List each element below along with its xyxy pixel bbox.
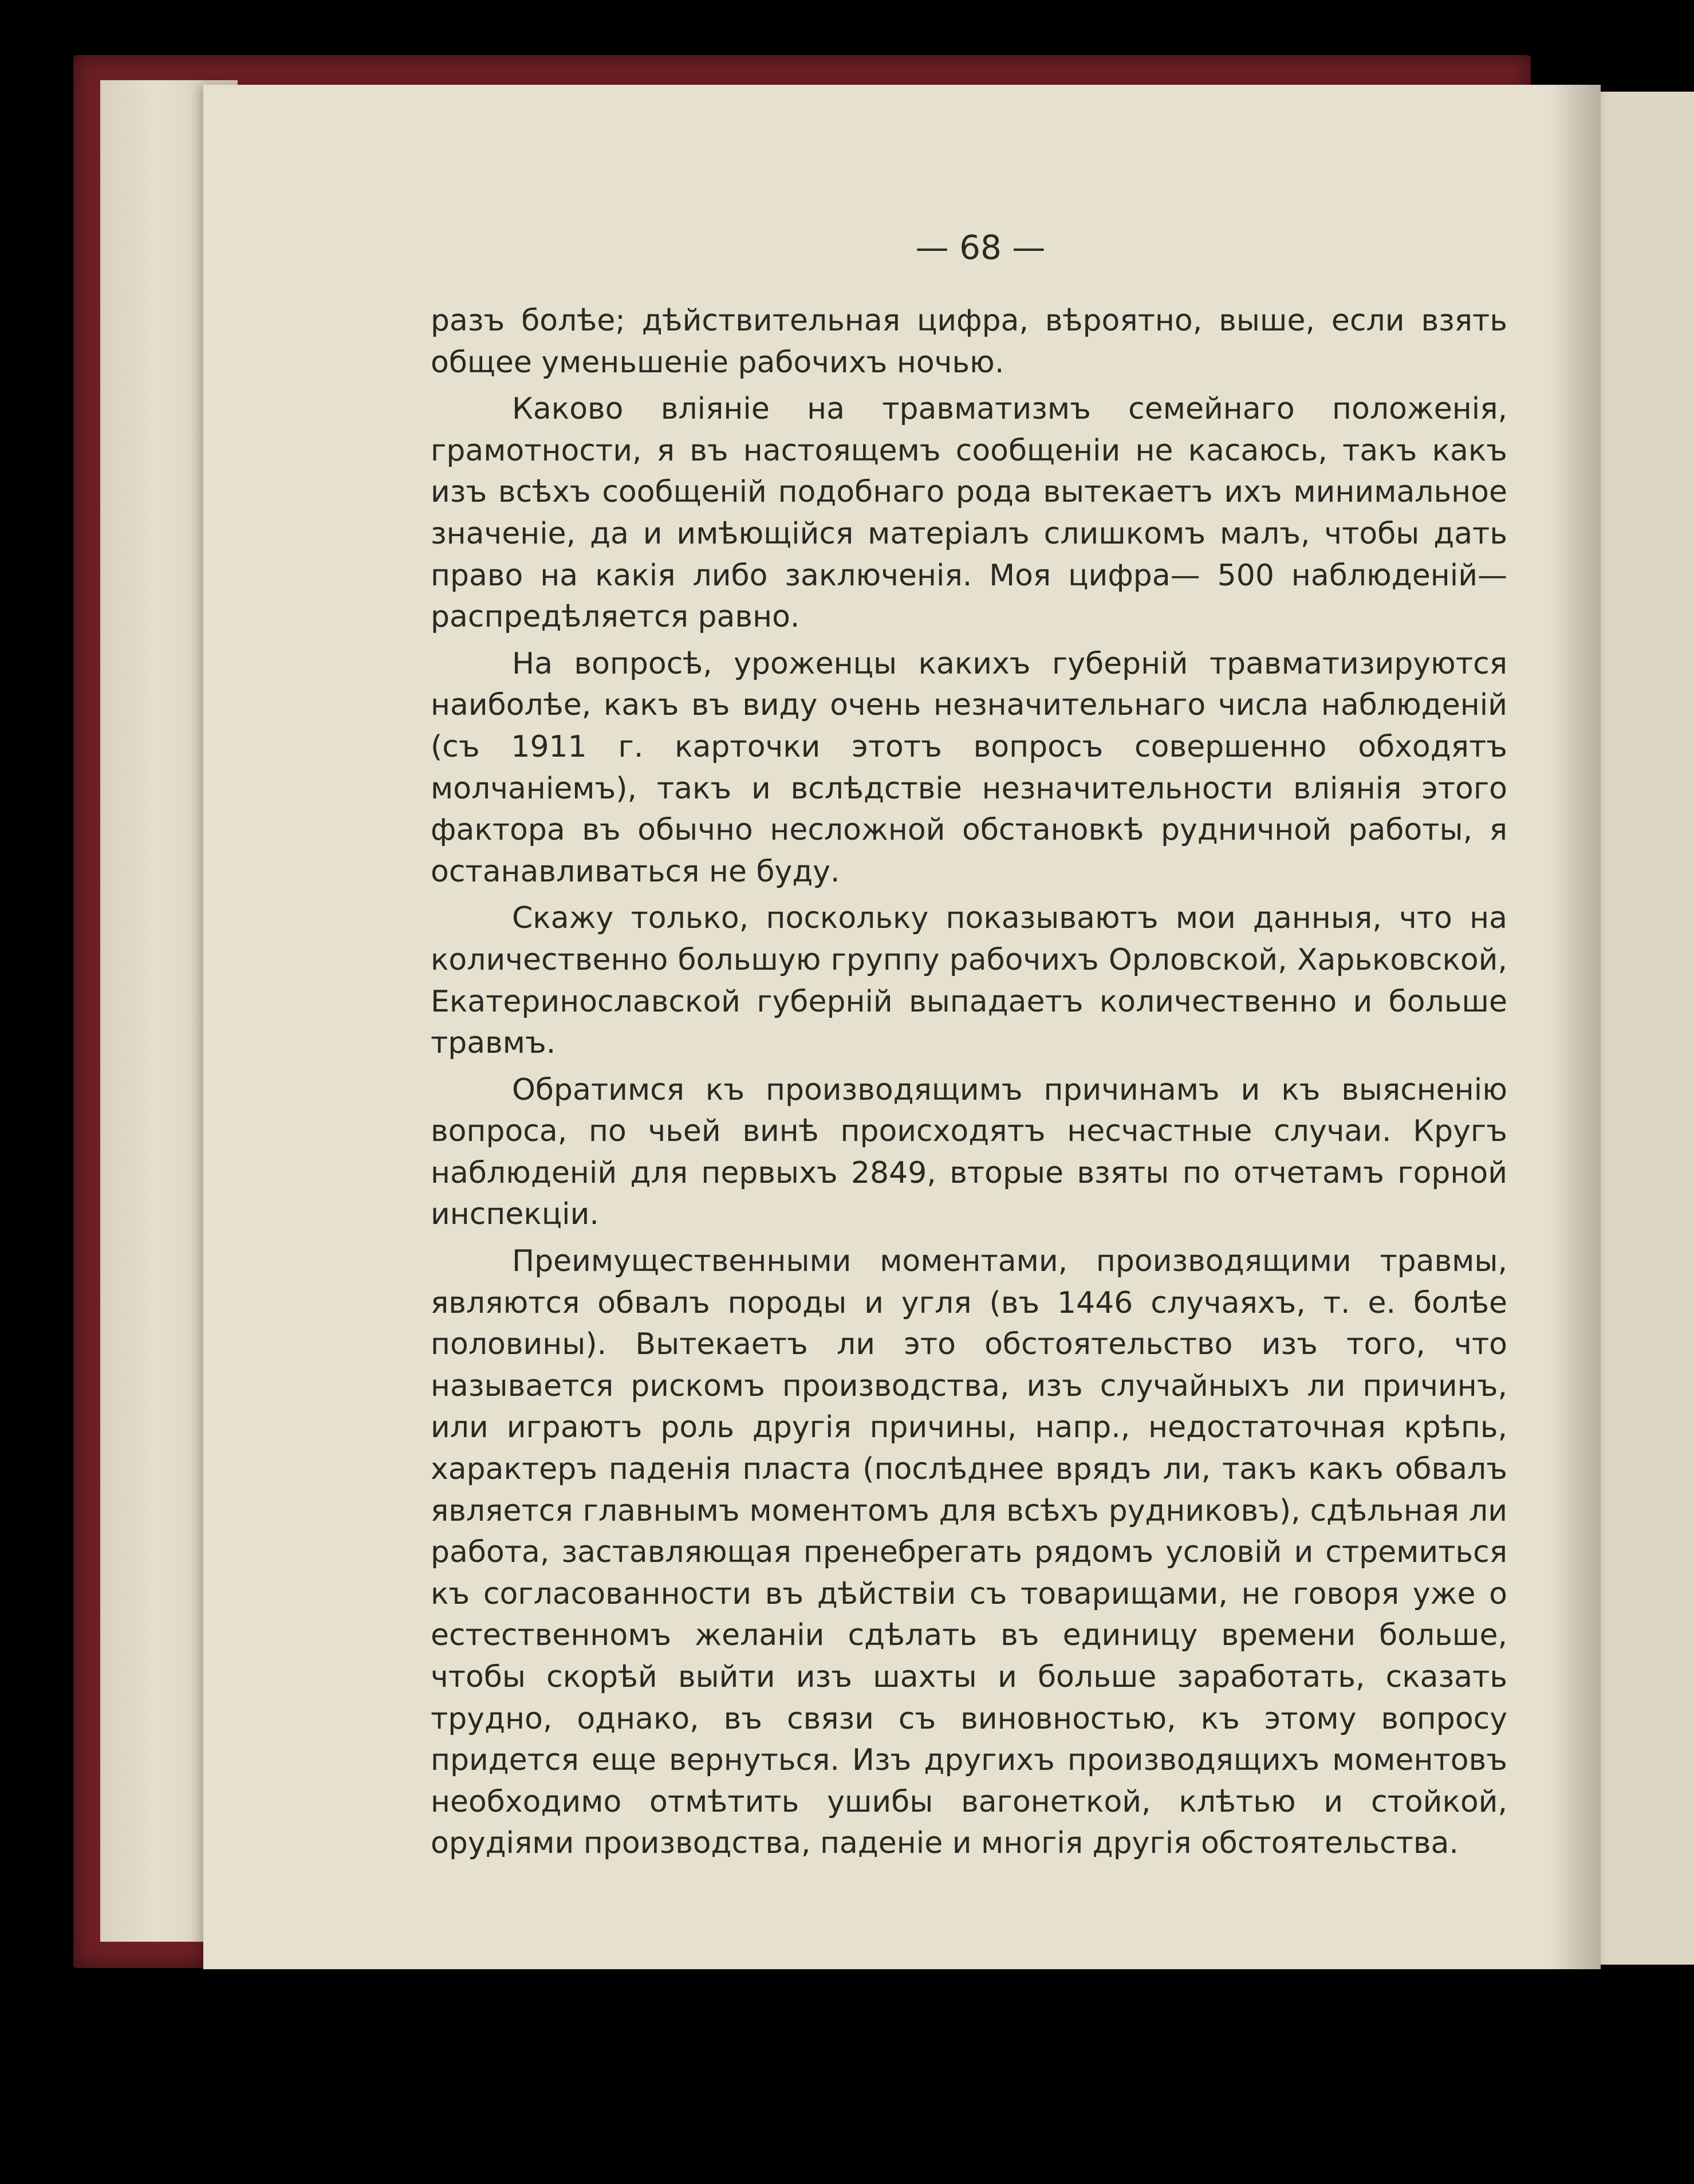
- paragraph-continuation: разъ болѣе; дѣйствительная цифра, вѣроятно, выше, если взять общее уменьшеніе рабочихъ ночью.: [431, 304, 1507, 380]
- paragraph-family-literacy: Каково вліяніе на травматизмъ семейнаго положенія, грамотности, я въ настоящемъ сообщеніи не касаюсь, такъ какъ изъ всѣхъ сообщеній подобнаго рода вытекаетъ ихъ минимальное значеніе, да и имѣющійся матеріалъ слишкомъ малъ, чтобы дать право на какія либо заключенія. Моя цифра— 500 наблюденій—распредѣляется равно.: [431, 392, 1507, 635]
- page-number: — 68 —: [915, 228, 1046, 267]
- paragraph-provinces: На вопросѣ, уроженцы какихъ губерній травматизируются наиболѣе, какъ въ виду очень незначительнаго числа наблюденій (съ 1911 г. карточки этотъ вопросъ совершенно обходятъ молчаніемъ), такъ и вслѣдствіе незначительности вліянія этого фактора въ обычно несложной обстановкѣ рудничной работы, я останавливаться не буду.: [431, 646, 1507, 889]
- body-text: [431, 300, 1507, 1870]
- paragraph-main-moments: Преимущественными моментами, производящими травмы, являются обвалъ породы и угля (въ 1446 случаяхъ, т. е. болѣе половины). Вытекаетъ ли это обстоятельство изъ того, что называется рискомъ производства, изъ случайныхъ ли причинъ, или играютъ роль другія причины, напр., недостаточная крѣпь, характеръ паденія пласта (послѣднее врядъ ли, такъ какъ обвалъ является главнымъ моментомъ для всѣхъ рудниковъ), сдѣльная ли работа, заставляющая пренебрегать рядомъ условій и стремиться къ согласованности въ дѣйствіи съ товарищами, не говоря уже о естественномъ желаніи сдѣлать въ единицу времени больше, чтобы скорѣй выйти изъ шахты и больше заработать, сказать трудно, однако, въ связи съ виновностью, къ этому вопросу придется еще вернуться. Изъ другихъ производящихъ моментовъ необходимо отмѣтить ушибы вагонеткой, клѣтью и стойкой, орудіями производства, паденіе и многія другія обстоятельства.: [431, 1244, 1507, 1861]
- facing-page-edge: [1589, 92, 1694, 1965]
- paragraph-provinces-data: Скажу только, поскольку показываютъ мои данныя, что на количественно большую группу рабочихъ Орловской, Харьковской, Екатеринославской губерній выпадаетъ количественно и больше травмъ.: [431, 901, 1507, 1061]
- paragraph-causes: Обратимся къ производящимъ причинамъ и къ выясненію вопроса, по чьей винѣ происходятъ несчастные случаи. Кругъ наблюденій для первыхъ 2849, вторые взяты по отчетамъ горной инспекціи.: [431, 1072, 1507, 1232]
